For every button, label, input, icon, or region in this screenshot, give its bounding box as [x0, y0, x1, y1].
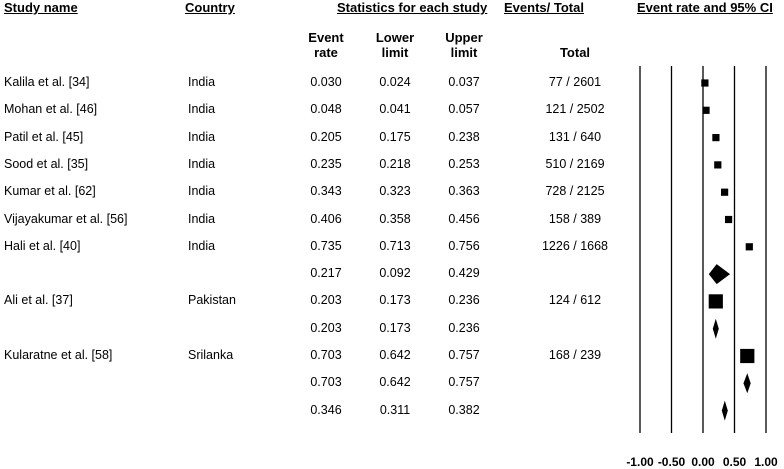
study-name-cell: Vijayakumar et al. [56] — [4, 211, 128, 226]
subheader-upper-limit: Upper limit — [445, 30, 483, 60]
header-study-name: Study name — [4, 0, 78, 15]
upper-limit-cell: 0.253 — [448, 156, 480, 171]
events-total-cell: 77 / 2601 — [548, 75, 602, 89]
upper-limit-cell: 0.037 — [448, 75, 480, 89]
lower-limit-cell: 0.642 — [379, 348, 411, 362]
x-tick-label: 0.50 — [722, 455, 747, 469]
event-rate-cell: 0.703 — [310, 375, 342, 390]
lower-limit-cell: 0.024 — [379, 75, 411, 89]
events-total-cell: 510 / 2169 — [545, 156, 605, 171]
country-cell: India — [188, 102, 216, 117]
events-total-cell: 1226 / 1668 — [541, 238, 609, 253]
study-name-cell: Hali et al. [40] — [4, 238, 81, 253]
country-cell: Pakistan — [188, 293, 236, 308]
upper-limit-cell: 0.456 — [448, 211, 480, 226]
lower-limit-cell: 0.175 — [379, 129, 411, 144]
events-total-cell: 728 / 2125 — [545, 184, 605, 199]
country-cell: India — [188, 238, 216, 253]
country-cell: India — [188, 184, 216, 199]
summary-diamond — [713, 319, 719, 339]
x-tick-label: 0.00 — [691, 455, 715, 469]
header-statistics: Statistics for each study — [337, 0, 488, 15]
study-name-cell: Mohan et al. [46] — [4, 102, 98, 117]
event-rate-cell: 0.205 — [310, 129, 342, 144]
lower-limit-cell: 0.323 — [379, 184, 411, 199]
event-rate-cell: 0.217 — [310, 266, 342, 281]
lower-limit-cell: 0.218 — [379, 156, 411, 171]
study-name-cell: Ali et al. [37] — [4, 293, 73, 308]
events-total-cell: 158 / 389 — [548, 211, 602, 226]
country-cell: India — [188, 211, 216, 226]
event-rate-cell: 0.203 — [310, 320, 342, 335]
subheader-event-rate: Event rate — [308, 30, 344, 60]
x-tick-label: -1.00 — [626, 455, 654, 469]
summary-diamond — [722, 401, 728, 421]
study-name-cell: Kalila et al. [34] — [4, 75, 90, 89]
event-rate-cell: 0.048 — [310, 102, 342, 117]
x-tick-label: 1.00 — [754, 455, 778, 469]
header-country: Country — [185, 0, 235, 15]
event-rate-cell: 0.735 — [310, 238, 342, 253]
lower-limit-cell: 0.092 — [379, 266, 411, 281]
lower-limit-cell: 0.041 — [379, 102, 411, 117]
upper-limit-cell: 0.756 — [448, 238, 480, 253]
upper-limit-cell: 0.236 — [448, 293, 480, 308]
summary-diamond — [709, 264, 730, 284]
subheader-total: Total — [559, 45, 591, 60]
study-name-cell: Kumar et al. [62] — [4, 184, 96, 199]
subheader-lower-limit: Lower limit — [375, 30, 415, 60]
lower-limit-cell: 0.173 — [379, 293, 411, 308]
events-total-cell: 124 / 612 — [548, 293, 602, 308]
summary-diamond — [743, 373, 750, 393]
upper-limit-cell: 0.238 — [448, 129, 480, 144]
event-rate-cell: 0.030 — [310, 75, 342, 89]
lower-limit-cell: 0.358 — [379, 211, 411, 226]
upper-limit-cell: 0.757 — [448, 375, 480, 390]
event-rate-cell: 0.406 — [310, 211, 342, 226]
upper-limit-cell: 0.757 — [448, 348, 480, 362]
lower-limit-cell: 0.713 — [379, 238, 411, 253]
study-name-cell: Kularatne et al. [58] — [4, 348, 113, 362]
study-name-cell: Sood et al. [35] — [4, 156, 89, 171]
event-rate-cell: 0.343 — [310, 184, 342, 199]
header-events-total: Events/ Total — [504, 0, 584, 15]
events-total-cell: 121 / 2502 — [545, 102, 605, 117]
upper-limit-cell: 0.429 — [448, 266, 480, 281]
x-tick-label: -0.50 — [657, 455, 686, 469]
upper-limit-cell: 0.382 — [448, 402, 480, 417]
country-cell: India — [188, 129, 216, 144]
header-event-rate-ci: Event rate and 95% CI — [637, 0, 773, 15]
event-rate-cell: 0.203 — [310, 293, 342, 308]
event-rate-cell: 0.235 — [310, 156, 342, 171]
country-cell: Srilanka — [188, 348, 234, 362]
lower-limit-cell: 0.311 — [379, 402, 411, 417]
upper-limit-cell: 0.236 — [448, 320, 480, 335]
lower-limit-cell: 0.173 — [379, 320, 411, 335]
upper-limit-cell: 0.057 — [448, 102, 480, 117]
study-name-cell: Patil et al. [45] — [4, 129, 84, 144]
upper-limit-cell: 0.363 — [448, 184, 480, 199]
lower-limit-cell: 0.642 — [379, 375, 411, 390]
events-total-cell: 131 / 640 — [548, 129, 602, 144]
events-total-cell: 168 / 239 — [548, 348, 602, 362]
event-rate-cell: 0.703 — [310, 348, 342, 362]
country-cell: India — [188, 156, 216, 171]
country-cell: India — [188, 75, 216, 89]
event-rate-cell: 0.346 — [310, 402, 342, 417]
